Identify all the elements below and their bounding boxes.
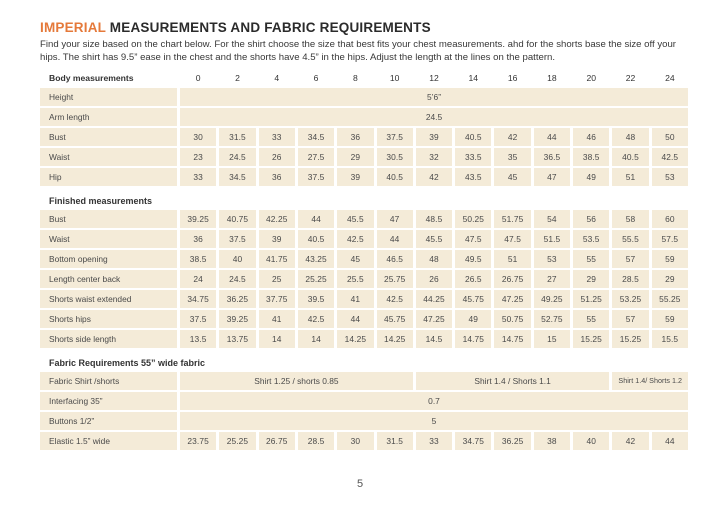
value-cell: 14: [259, 330, 295, 348]
value-cell: 49: [455, 310, 491, 328]
size-column-header: 2: [235, 73, 240, 84]
value-cell: 59: [652, 250, 688, 268]
value-cell: 48.5: [416, 210, 452, 228]
size-chart-table: [40, 72, 688, 450]
row-label: Interfacing 35”: [40, 392, 177, 410]
value-cell: 44.25: [416, 290, 452, 308]
value-cell: 41.75: [259, 250, 295, 268]
row-label: Shorts side length: [40, 330, 177, 348]
value-cell: 24: [180, 270, 216, 288]
value-cell: 51: [612, 168, 648, 186]
value-cell: 57: [612, 250, 648, 268]
value-cell: 44: [534, 128, 570, 146]
value-cell: 43.25: [298, 250, 334, 268]
value-cell: 25: [259, 270, 295, 288]
value-cell: 33: [416, 432, 452, 450]
value-cell: 49.25: [534, 290, 570, 308]
value-cell: 51: [494, 250, 530, 268]
size-column-header: 4: [274, 73, 280, 84]
span-value-cell: 0.7: [180, 392, 688, 410]
value-cell: 15.25: [612, 330, 648, 348]
value-cell: 42: [612, 432, 648, 450]
value-cell: 42.25: [259, 210, 295, 228]
value-cell: 49.5: [455, 250, 491, 268]
value-cell: 45: [337, 250, 373, 268]
value-cell: 39.5: [298, 290, 334, 308]
table-row: [40, 412, 688, 430]
value-cell: 53: [534, 250, 570, 268]
value-cell: 23.75: [180, 432, 216, 450]
page-title: [40, 20, 688, 35]
size-column-header: 0: [195, 73, 201, 84]
value-cell: 15: [534, 330, 570, 348]
value-cell: 27.5: [298, 148, 334, 166]
value-cell: 55.25: [652, 290, 688, 308]
value-cell: 31.5: [219, 128, 255, 146]
row-label: Bust: [40, 210, 177, 228]
value-cell: 26: [416, 270, 452, 288]
value-cell: 31.5: [377, 432, 413, 450]
value-cell: 34.75: [455, 432, 491, 450]
value-cell: 25.5: [337, 270, 373, 288]
value-cell: 42.5: [298, 310, 334, 328]
title-rest: MEASUREMENTS AND FABRIC REQUIREMENTS: [105, 20, 431, 35]
value-cell: 26.75: [494, 270, 530, 288]
value-cell: 45: [494, 168, 530, 186]
value-cell: 49: [573, 168, 609, 186]
value-cell: 37.5: [298, 168, 334, 186]
value-cell: 51.25: [573, 290, 609, 308]
value-cell: 34.5: [298, 128, 334, 146]
value-cell: 25.75: [377, 270, 413, 288]
size-column-header: 14: [468, 73, 479, 84]
value-cell: 36.5: [534, 148, 570, 166]
value-cell: 38.5: [180, 250, 216, 268]
value-cell: 30: [180, 128, 216, 146]
value-cell: 30.5: [377, 148, 413, 166]
column-header-label: Body measurements: [49, 73, 134, 84]
value-cell: 24.5: [219, 270, 255, 288]
table-row: [40, 372, 688, 390]
value-cell: 28.5: [612, 270, 648, 288]
value-cell: 42.5: [377, 290, 413, 308]
row-label: Length center back: [40, 270, 177, 288]
size-column-header: 22: [625, 73, 636, 84]
value-cell: 44: [337, 310, 373, 328]
value-cell: 47.25: [494, 290, 530, 308]
value-cell: 48: [416, 250, 452, 268]
value-cell: 42.5: [337, 230, 373, 248]
span-value-cell: 5’6”: [180, 88, 688, 106]
value-cell: 14.75: [455, 330, 491, 348]
table-header-row: [40, 72, 688, 85]
value-cell: 57.5: [652, 230, 688, 248]
value-cell: 23: [180, 148, 216, 166]
value-cell: 47: [534, 168, 570, 186]
span-value-cell: Shirt 1.25 / shorts 0.85: [180, 372, 413, 390]
value-cell: 50.25: [455, 210, 491, 228]
value-cell: 47.5: [455, 230, 491, 248]
span-value-cell: Shirt 1.4 / Shorts 1.1: [416, 372, 610, 390]
value-cell: 47: [377, 210, 413, 228]
table-row: [40, 270, 688, 288]
value-cell: 39: [416, 128, 452, 146]
size-column-header: 10: [389, 73, 400, 84]
span-value-cell: 24.5: [180, 108, 688, 126]
row-label: Elastic 1.5” wide: [40, 432, 177, 450]
value-cell: 47.25: [416, 310, 452, 328]
row-label: Hip: [40, 168, 177, 186]
value-cell: 13.5: [180, 330, 216, 348]
value-cell: 45.75: [455, 290, 491, 308]
value-cell: 25.25: [298, 270, 334, 288]
value-cell: 13.75: [219, 330, 255, 348]
value-cell: 44: [377, 230, 413, 248]
value-cell: 60: [652, 210, 688, 228]
row-label: Waist: [40, 230, 177, 248]
size-column-header: 24: [665, 73, 675, 84]
table-row: [40, 250, 688, 268]
value-cell: 42: [416, 168, 452, 186]
value-cell: 14.75: [494, 330, 530, 348]
table-row: [40, 108, 688, 126]
value-cell: 15.5: [652, 330, 688, 348]
table-row: [40, 330, 688, 348]
value-cell: 36.25: [219, 290, 255, 308]
value-cell: 14: [298, 330, 334, 348]
value-cell: 35: [494, 148, 530, 166]
table-row: [40, 432, 688, 450]
value-cell: 40.75: [219, 210, 255, 228]
value-cell: 40: [573, 432, 609, 450]
value-cell: 38: [534, 432, 570, 450]
value-cell: 26.5: [455, 270, 491, 288]
size-column-header: 6: [313, 73, 319, 84]
value-cell: 58: [612, 210, 648, 228]
value-cell: 50.75: [494, 310, 530, 328]
value-cell: 46: [573, 128, 609, 146]
value-cell: 59: [652, 310, 688, 328]
value-cell: 47.5: [494, 230, 530, 248]
value-cell: 53.25: [612, 290, 648, 308]
value-cell: 38.5: [573, 148, 609, 166]
row-label: Shorts waist extended: [40, 290, 177, 308]
value-cell: 45.5: [337, 210, 373, 228]
value-cell: 40.5: [298, 230, 334, 248]
value-cell: 14.25: [337, 330, 373, 348]
value-cell: 14.25: [377, 330, 413, 348]
table-row: [40, 88, 688, 106]
value-cell: 46.5: [377, 250, 413, 268]
value-cell: 37.5: [377, 128, 413, 146]
value-cell: 37.5: [219, 230, 255, 248]
page-number: 5: [356, 478, 364, 490]
value-cell: 32: [416, 148, 452, 166]
value-cell: 45.5: [416, 230, 452, 248]
row-label: Waist: [40, 148, 177, 166]
value-cell: 40.5: [455, 128, 491, 146]
value-cell: 45.75: [377, 310, 413, 328]
table-row: [40, 128, 688, 146]
value-cell: 52.75: [534, 310, 570, 328]
table-row: [40, 392, 688, 410]
row-label: Buttons 1/2”: [40, 412, 177, 430]
value-cell: 48: [612, 128, 648, 146]
value-cell: 36: [337, 128, 373, 146]
value-cell: 25.25: [219, 432, 255, 450]
value-cell: 44: [652, 432, 688, 450]
value-cell: 26: [259, 148, 295, 166]
value-cell: 51.5: [534, 230, 570, 248]
value-cell: 55: [573, 250, 609, 268]
section-header: Finished measurements: [49, 195, 153, 206]
value-cell: 37.5: [180, 310, 216, 328]
row-label: Bottom opening: [40, 250, 177, 268]
value-cell: 29: [573, 270, 609, 288]
value-cell: 33: [180, 168, 216, 186]
row-label: Fabric Shirt /shorts: [40, 372, 177, 390]
table-row: [40, 210, 688, 228]
size-column-header: 16: [507, 73, 518, 84]
title-imperial-highlight: IMPERIAL: [40, 20, 106, 35]
value-cell: 37.75: [259, 290, 295, 308]
value-cell: 54: [534, 210, 570, 228]
value-cell: 36.25: [494, 432, 530, 450]
value-cell: 50: [652, 128, 688, 146]
value-cell: 41: [337, 290, 373, 308]
value-cell: 29: [652, 270, 688, 288]
value-cell: 24.5: [219, 148, 255, 166]
value-cell: 39.25: [180, 210, 216, 228]
value-cell: 14.5: [416, 330, 452, 348]
value-cell: 41: [259, 310, 295, 328]
row-label: Height: [40, 88, 177, 106]
value-cell: 40.5: [612, 148, 648, 166]
table-row: [40, 310, 688, 328]
value-cell: 55.5: [612, 230, 648, 248]
value-cell: 56: [573, 210, 609, 228]
value-cell: 29: [337, 148, 373, 166]
value-cell: 34.75: [180, 290, 216, 308]
value-cell: 34.5: [219, 168, 255, 186]
value-cell: 36: [180, 230, 216, 248]
size-column-header: 20: [586, 73, 596, 84]
value-cell: 40: [219, 250, 255, 268]
value-cell: 53.5: [573, 230, 609, 248]
value-cell: 39.25: [219, 310, 255, 328]
row-label: Bust: [40, 128, 177, 146]
section-header: Fabric Requirements 55” wide fabric: [49, 357, 206, 368]
value-cell: 44: [298, 210, 334, 228]
value-cell: 30: [337, 432, 373, 450]
span-value-cell: 5: [180, 412, 688, 430]
table-row: [40, 168, 688, 186]
value-cell: 36: [259, 168, 295, 186]
value-cell: 33.5: [455, 148, 491, 166]
value-cell: 28.5: [298, 432, 334, 450]
size-column-header: 12: [429, 73, 439, 84]
size-column-header: 18: [547, 73, 557, 84]
row-label: Shorts hips: [40, 310, 177, 328]
value-cell: 26.75: [259, 432, 295, 450]
row-label: Arm length: [40, 108, 177, 126]
size-column-header: 8: [352, 73, 358, 84]
table-row: [40, 290, 688, 308]
span-value-cell: Shirt 1.4/ Shorts 1.2: [612, 372, 688, 390]
value-cell: 39: [259, 230, 295, 248]
value-cell: 39: [337, 168, 373, 186]
value-cell: 15.25: [573, 330, 609, 348]
value-cell: 57: [612, 310, 648, 328]
value-cell: 53: [652, 168, 688, 186]
value-cell: 42: [494, 128, 530, 146]
table-row: [40, 148, 688, 166]
intro-text: Find your size based on the chart below. For the shirt choose the size that best fits your chest measurements. ahd for the shorts base the size off your hips. The shirt has 9.5” ease in the chest and the shorts have 4.5” in the hips. Adjust the length at the lines on the pattern.: [40, 39, 677, 63]
value-cell: 27: [534, 270, 570, 288]
value-cell: 33: [259, 128, 295, 146]
table-row: [40, 230, 688, 248]
value-cell: 42.5: [652, 148, 688, 166]
value-cell: 51.75: [494, 210, 530, 228]
value-cell: 43.5: [455, 168, 491, 186]
value-cell: 55: [573, 310, 609, 328]
value-cell: 40.5: [377, 168, 413, 186]
